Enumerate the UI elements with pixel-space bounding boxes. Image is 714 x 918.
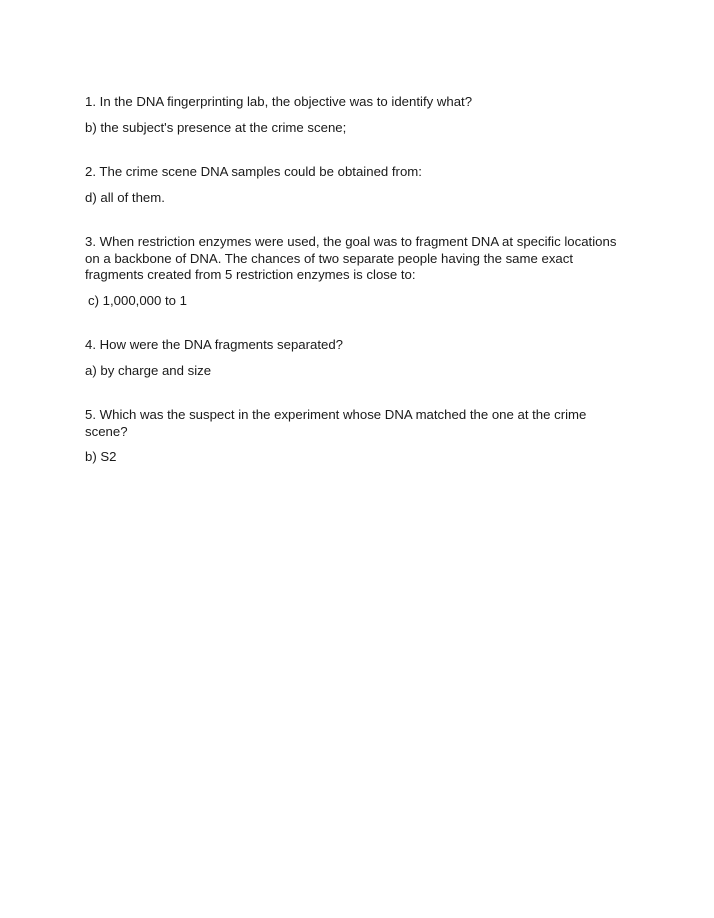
- question-text: 1. In the DNA fingerprinting lab, the objective was to identify what?: [85, 94, 473, 109]
- answer-text: b) the subject's presence at the crime scene;: [85, 119, 347, 135]
- question-block-2: [85, 164, 630, 206]
- question-block-4: [85, 337, 630, 379]
- document-content: [85, 94, 630, 494]
- question-text: 2. The crime scene DNA samples could be obtained from:: [85, 164, 422, 179]
- question-text: 4. How were the DNA fragments separated?: [85, 337, 344, 352]
- answer-text: d) all of them.: [85, 189, 165, 205]
- answer-text: a) by charge and size: [85, 362, 212, 378]
- answer-text: c) 1,000,000 to 1: [88, 292, 187, 308]
- question-block-1: [85, 94, 630, 136]
- answer-text: b) S2: [85, 449, 117, 464]
- question-block-5: [85, 407, 630, 466]
- question-text: 5. Which was the suspect in the experiment whose DNA matched the one at the crime scene?: [85, 407, 587, 439]
- question-text: 3. When restriction enzymes were used, the goal was to fragment DNA at specific locations on a backbone of DNA. The chances of two separate people having the same exact fragments created from 5 restriction enzymes is close to:: [85, 234, 617, 282]
- question-block-3: [85, 234, 630, 309]
